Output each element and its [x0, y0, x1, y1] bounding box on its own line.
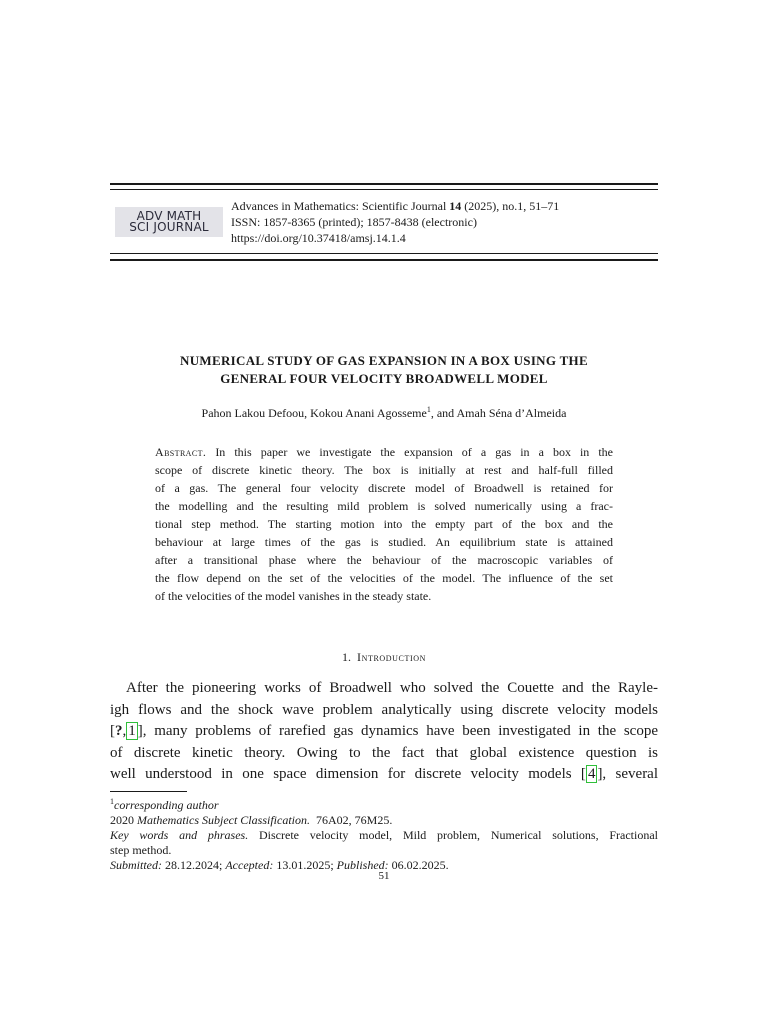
comma: , [122, 723, 127, 739]
abstract-label: Abstract. [155, 445, 207, 459]
section-heading [110, 650, 658, 665]
section-number: 1. [342, 650, 351, 664]
unresolved-citation: ? [115, 723, 123, 739]
journal-name: Advances in Mathematics: Scientific Journal [231, 199, 447, 213]
abstract-line: of the velocities of the model vanishes in the steady state. [155, 589, 432, 603]
masthead-bottom-rule [110, 259, 658, 261]
introduction-paragraph [110, 678, 658, 786]
accepted-label: Accepted: [225, 858, 274, 872]
journal-info [231, 198, 559, 246]
msc-label: Mathematics Subject Classification. [137, 813, 310, 827]
masthead-top-rule-thin [110, 189, 658, 190]
abstract [155, 443, 613, 605]
body-line-text: ], many problems of rarefied gas dynamics have been investigated in the scope [137, 723, 658, 739]
body-line: After the pioneering works of Broadwell who solved the Couette and the Rayle- [126, 680, 658, 696]
abstract-line: after a transitional phase where the behaviour of the macroscopic variables of [155, 553, 613, 567]
footnote-keywords [110, 828, 658, 843]
abstract-line: of a gas. The general four velocity discrete model of Broadwell is retained for [155, 481, 613, 495]
body-line: igh flows and the shock wave problem analytically using discrete velocity models [110, 701, 658, 718]
logo-line-1: ADV MATH [136, 209, 202, 223]
bracket: [ [110, 723, 115, 739]
submitted-date: 28.12.2024; [165, 858, 223, 872]
authors-last: , and Amah Séna d’Almeida [430, 406, 567, 420]
footnote-keywords-continued: step method. [110, 843, 172, 857]
abstract-line: behaviour at large times of the gas is studied. An equilibrium state is attained [155, 535, 613, 549]
body-line-text: ], several [597, 766, 659, 782]
journal-issue-pages: (2025), no.1, 51–71 [464, 199, 560, 213]
section-title: Introduction [357, 650, 426, 664]
authors-first: Pahon Lakou Defoou, Kokou Anani Agosseme [201, 406, 427, 420]
abstract-line: the flow depend on the set of the velocities of the model. The influence of the set [155, 571, 613, 585]
title-line: NUMERICAL STUDY OF GAS EXPANSION IN A BOX USING THE [180, 353, 588, 368]
footnotes [110, 794, 658, 873]
abstract-line: scope of discrete kinetic theory. The box is initially at rest and half-full filled [155, 463, 613, 477]
page-number: 51 [378, 870, 390, 882]
abstract-line: the modelling and the resulting mild problem is solved numerically using a frac- [155, 499, 613, 513]
masthead-top-rule [110, 183, 658, 185]
abstract-line [155, 443, 613, 461]
abstract-line: tional step method. The starting motion into the empty part of the box and the [155, 517, 613, 531]
accepted-date: 13.01.2025; [276, 858, 334, 872]
corresponding-author-mark[interactable]: 1 [426, 405, 431, 414]
keywords-label: Key words and phrases. [110, 828, 249, 842]
journal-citation [231, 198, 559, 214]
submitted-label: Submitted: [110, 858, 162, 872]
msc-codes: 76A02, 76M25. [315, 813, 393, 827]
msc-year: 2020 [110, 813, 134, 827]
abstract-line-text: In this paper we investigate the expansion of a gas in a box in the [215, 445, 613, 459]
footnote-rule [110, 791, 187, 792]
journal-masthead [110, 196, 658, 248]
published-label: Published: [336, 858, 389, 872]
corresponding-author-note: corresponding author [114, 798, 219, 812]
journal-volume: 14 [449, 199, 462, 213]
masthead-bottom-rule-thin [110, 253, 658, 254]
journal-doi-link[interactable]: https://doi.org/10.37418/amsj.14.1.4 [231, 231, 406, 245]
footnote-msc [110, 813, 658, 828]
journal-issn: ISSN: 1857-8365 (printed); 1857-8438 (electronic) [231, 215, 477, 229]
footnote-corresponding [110, 794, 658, 813]
body-line: of discrete kinetic theory. Owing to the fact that global existence question is [110, 744, 658, 761]
logo-line-2: SCI JOURNAL [129, 220, 209, 234]
keywords-text: Discrete velocity model, Mild problem, Numerical solutions, Fractional [259, 828, 659, 842]
footnote-mark: 1 [110, 797, 114, 806]
published-date: 06.02.2025. [391, 858, 449, 872]
paper-title [110, 352, 658, 388]
body-line [110, 764, 658, 786]
title-line: GENERAL FOUR VELOCITY BROADWELL MODEL [220, 371, 548, 386]
journal-logo [115, 207, 223, 237]
citation-link[interactable]: 1 [128, 723, 136, 739]
body-line-text: well understood in one space dimension for discrete velocity models [ [110, 766, 586, 782]
citation-link[interactable]: 4 [587, 766, 596, 782]
body-line [110, 721, 658, 743]
author-list [110, 405, 658, 421]
